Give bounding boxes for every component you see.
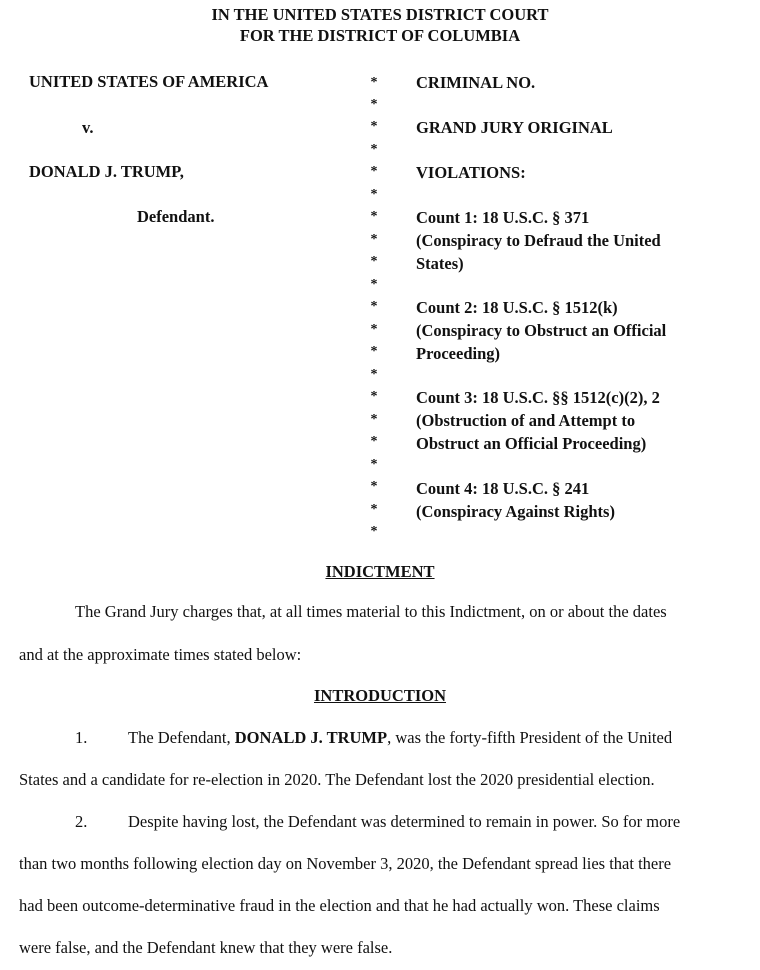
count-line: (Conspiracy to Obstruct an Official — [416, 321, 667, 340]
defendant-role: Defendant. — [137, 207, 215, 226]
separator-star: * — [370, 142, 378, 157]
paragraph-number: 2. — [75, 812, 88, 831]
separator-star: * — [370, 75, 378, 90]
separator-star: * — [370, 164, 378, 179]
count-line: States) — [416, 254, 464, 273]
separator-star: * — [370, 97, 378, 112]
count-line: Count 3: 18 U.S.C. §§ 1512(c)(2), 2 — [416, 388, 660, 407]
count-line: Count 1: 18 U.S.C. § 371 — [416, 208, 590, 227]
separator-star: * — [370, 119, 378, 134]
count-3 — [416, 386, 660, 455]
separator-star: * — [370, 187, 378, 202]
separator-star: * — [370, 209, 378, 224]
separator-star: * — [370, 479, 378, 494]
paragraph-2-line: had been outcome-determinative fraud in the election and that he had actually won. These claims — [19, 896, 660, 915]
separator-star: * — [370, 412, 378, 427]
separator-star: * — [370, 367, 378, 382]
count-line: Count 4: 18 U.S.C. § 241 — [416, 479, 590, 498]
separator-star: * — [370, 434, 378, 449]
paragraph-2-line: were false, and the Defendant knew that they were false. — [19, 938, 393, 957]
indictment-text-line: The Grand Jury charges that, at all times material to this Indictment, on or about the dates — [75, 602, 667, 621]
plaintiff-name: UNITED STATES OF AMERICA — [29, 72, 269, 91]
count-4 — [416, 477, 615, 523]
separator-star: * — [370, 299, 378, 314]
paragraph-1-line: States and a candidate for re-election in 2020. The Defendant lost the 2020 presidential election. — [19, 770, 655, 789]
separator-star: * — [370, 502, 378, 517]
separator-star: * — [370, 389, 378, 404]
violations-label: VIOLATIONS: — [416, 163, 526, 182]
separator-star: * — [370, 344, 378, 359]
court-header — [0, 4, 760, 46]
count-line: (Conspiracy to Defraud the United — [416, 231, 661, 250]
count-2 — [416, 296, 666, 365]
indictment-heading: INDICTMENT — [325, 562, 435, 581]
criminal-number: CRIMINAL NO. — [416, 73, 536, 92]
introduction-heading: INTRODUCTION — [313, 686, 447, 705]
count-line: Count 2: 18 U.S.C. § 1512(k) — [416, 298, 618, 317]
indictment-text-line: and at the approximate times stated below: — [19, 645, 302, 664]
versus-label: v. — [82, 118, 94, 137]
court-district: FOR THE DISTRICT OF COLUMBIA — [239, 26, 521, 45]
paragraph-2-line: Despite having lost, the Defendant was determined to remain in power. So for more — [128, 812, 681, 831]
paragraph-text: , was the forty-fifth President of the United — [387, 728, 673, 747]
defendant-name-emphasis: DONALD J. TRUMP — [234, 728, 388, 747]
separator-star: * — [370, 232, 378, 247]
paragraph-2-line: than two months following election day on November 3, 2020, the Defendant spread lies that there — [19, 854, 672, 873]
separator-star: * — [370, 322, 378, 337]
count-line: (Obstruction of and Attempt to — [416, 411, 636, 430]
paragraph-text: The Defendant, — [128, 728, 235, 747]
defendant-name: DONALD J. TRUMP, — [29, 162, 184, 181]
count-line: (Conspiracy Against Rights) — [416, 502, 615, 521]
separator-star: * — [370, 277, 378, 292]
count-1 — [416, 206, 661, 275]
count-line: Obstruct an Official Proceeding) — [416, 434, 647, 453]
paragraph-number: 1. — [75, 728, 88, 747]
separator-star: * — [370, 524, 378, 539]
grand-jury-original: GRAND JURY ORIGINAL — [416, 118, 613, 137]
court-name: IN THE UNITED STATES DISTRICT COURT — [211, 5, 549, 24]
separator-star: * — [370, 254, 378, 269]
count-line: Proceeding) — [416, 344, 501, 363]
paragraph-1-line — [128, 728, 672, 748]
separator-star: * — [370, 457, 378, 472]
